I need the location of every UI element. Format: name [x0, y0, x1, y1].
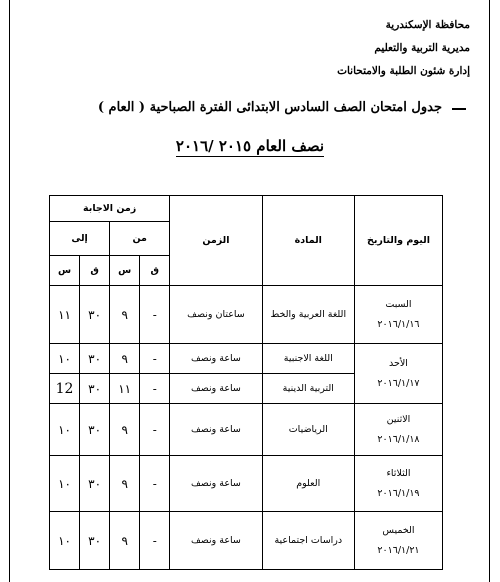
to-minute-cell: ٣٠ — [80, 456, 110, 512]
to-minute-cell: ٣٠ — [80, 344, 110, 374]
table-row — [50, 404, 443, 456]
header-department: إدارة شئون الطلبة والامتحانات — [337, 65, 470, 77]
table-row — [50, 286, 443, 344]
from-hour-cell: ٩ — [110, 286, 140, 344]
from-hour-cell: ١١ — [110, 374, 140, 404]
header-duration: الزمن — [170, 196, 262, 286]
from-minute-cell: - — [140, 286, 170, 344]
from-minute-cell: - — [140, 456, 170, 512]
subject-cell: العلوم — [262, 456, 354, 512]
document-subtitle — [0, 137, 500, 155]
exam-date: ٢٠١٦/١/٢١ — [377, 544, 420, 556]
exam-date: ٢٠١٦/١/١٩ — [377, 487, 420, 499]
header-from: من — [110, 222, 170, 256]
to-hour-cell: ١٠ — [50, 404, 80, 456]
exam-date: ٢٠١٦/١/١٨ — [377, 433, 420, 445]
to-minute-cell: ٣٠ — [80, 404, 110, 456]
page-border-left — [9, 0, 10, 582]
day-date-cell — [354, 404, 442, 456]
subject-cell: اللغة العربية والخط — [262, 286, 354, 344]
header-directorate: مديرية التربية والتعليم — [374, 42, 470, 54]
duration-cell: ساعة ونصف — [170, 404, 262, 456]
day-date-cell — [354, 286, 442, 344]
day-name: الأحد — [389, 357, 408, 369]
duration-cell: ساعتان ونصف — [170, 286, 262, 344]
title-dash — [452, 108, 466, 110]
header-answer-time: زمن الاجابة — [50, 196, 170, 222]
exam-schedule-table — [49, 195, 443, 570]
exam-date: ٢٠١٦/١/١٦ — [377, 318, 420, 330]
duration-cell: ساعة ونصف — [170, 456, 262, 512]
day-name: الاثنين — [386, 413, 411, 425]
from-minute-cell: - — [140, 512, 170, 570]
to-hour-cell: ١٠ — [50, 512, 80, 570]
document-title: جدول امتحان الصف السادس الابتدائى الفترة الصباحية ( العام ) — [97, 100, 442, 115]
from-minute-cell: - — [140, 404, 170, 456]
table-row — [50, 344, 443, 374]
subtitle-text: نصف العام ٢٠١٥ /٢٠١٦ — [175, 137, 325, 155]
subject-cell: اللغة الاجنبية — [262, 344, 354, 374]
day-name: الثلاثاء — [386, 467, 411, 479]
header-day-date: اليوم والتاريخ — [354, 196, 442, 286]
page-border-right — [489, 0, 490, 582]
duration-cell: ساعة ونصف — [170, 374, 262, 404]
to-hour-cell: ١٠ — [50, 456, 80, 512]
to-minute-cell: ٣٠ — [80, 286, 110, 344]
table-row — [50, 456, 443, 512]
to-hour-cell: 12 — [50, 374, 80, 404]
day-date-cell — [354, 456, 442, 512]
header-subject: المادة — [262, 196, 354, 286]
day-name: السبت — [385, 298, 412, 310]
to-minute-cell: ٣٠ — [80, 374, 110, 404]
from-hour-cell: ٩ — [110, 512, 140, 570]
from-hour-cell: ٩ — [110, 344, 140, 374]
from-minute-cell: - — [140, 374, 170, 404]
day-date-cell — [354, 512, 442, 570]
to-hour-cell: ١٠ — [50, 344, 80, 374]
header-governorate: محافظة الإسكندرية — [385, 19, 470, 31]
to-minute-cell: ٣٠ — [80, 512, 110, 570]
header-to-s: س — [50, 256, 80, 286]
day-name: الخميس — [382, 524, 415, 536]
header-to: إلى — [50, 222, 110, 256]
duration-cell: ساعة ونصف — [170, 512, 262, 570]
document-header — [337, 14, 470, 83]
exam-date: ٢٠١٦/١/١٧ — [377, 377, 420, 389]
subject-cell: التربية الدينية — [262, 374, 354, 404]
day-date-cell — [354, 344, 442, 404]
from-minute-cell: - — [140, 344, 170, 374]
table-row — [50, 512, 443, 570]
header-to-q: ق — [80, 256, 110, 286]
subject-cell: الرياضيات — [262, 404, 354, 456]
to-hour-cell: ١١ — [50, 286, 80, 344]
from-hour-cell: ٩ — [110, 404, 140, 456]
header-from-s: س — [110, 256, 140, 286]
duration-cell: ساعة ونصف — [170, 344, 262, 374]
from-hour-cell: ٩ — [110, 456, 140, 512]
subject-cell: دراسات اجتماعية — [262, 512, 354, 570]
header-from-q: ق — [140, 256, 170, 286]
